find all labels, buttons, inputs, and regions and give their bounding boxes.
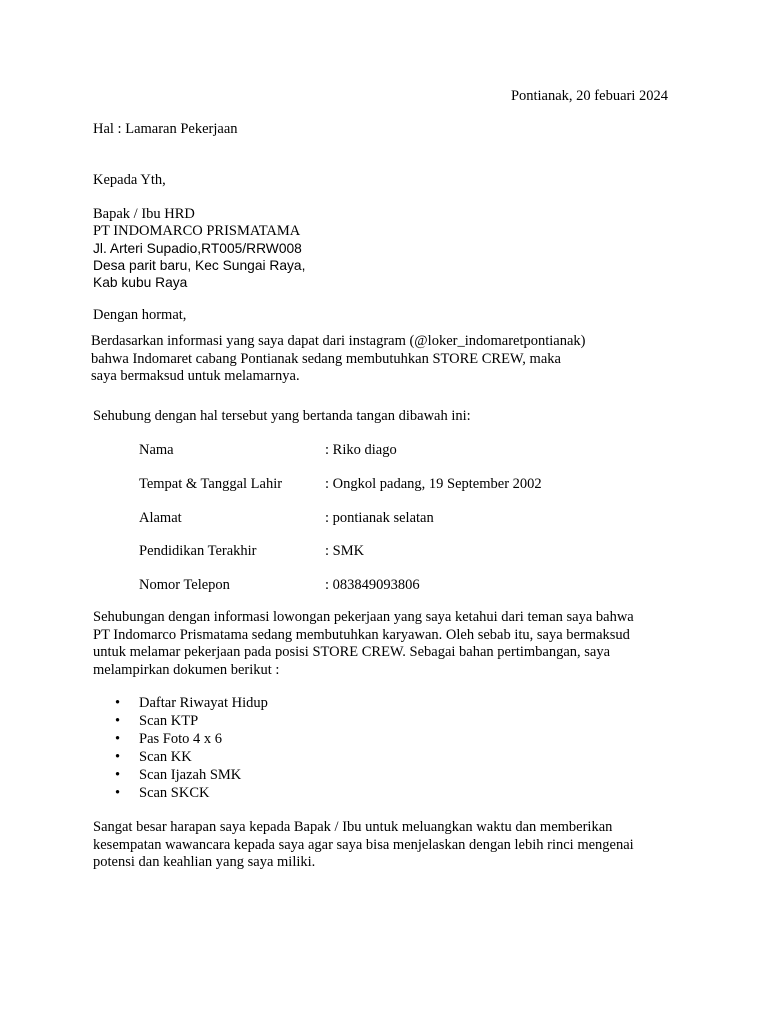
- list-item: [115, 713, 268, 731]
- list-item: [115, 695, 268, 713]
- info-label: Nomor Telepon: [139, 577, 230, 593]
- letter-date: Pontianak, 20 febuari 2024: [510, 88, 668, 104]
- bullet-icon: •: [115, 731, 121, 747]
- attachment-label: Scan SKCK: [139, 785, 210, 801]
- info-label: Pendidikan Terakhir: [139, 543, 257, 559]
- attachment-label: Scan KK: [139, 749, 192, 765]
- signatory-intro: Sehubung dengan hal tersebut yang bertanda tangan dibawah ini:: [93, 408, 471, 424]
- info-value: : SMK: [325, 543, 365, 559]
- body-paragraph: [93, 609, 693, 679]
- body-line: melampirkan dokumen berikut :: [93, 661, 280, 678]
- bullet-icon: •: [115, 749, 121, 765]
- intro-line: saya bermaksud untuk melamarnya.: [91, 368, 300, 384]
- info-label: Tempat & Tanggal Lahir: [139, 476, 283, 492]
- attachment-label: Scan Ijazah SMK: [139, 767, 242, 783]
- body-line: untuk melamar pekerjaan pada posisi STORE CREW. Sebagai bahan pertimbangan, saya: [93, 644, 611, 660]
- bullet-icon: •: [115, 713, 121, 729]
- closing-line: potensi dan keahlian yang saya miliki.: [93, 854, 316, 870]
- attachment-label: Pas Foto 4 x 6: [139, 731, 222, 747]
- info-label: Alamat: [139, 510, 182, 526]
- list-item: [115, 785, 268, 803]
- recipient-village: Desa parit baru, Kec Sungai Raya,: [93, 258, 306, 273]
- list-item: [115, 767, 268, 785]
- closing-line: Sangat besar harapan saya kepada Bapak / Ibu untuk meluangkan waktu dan memberikan: [93, 819, 613, 835]
- info-value: : Ongkol padang, 19 September 2002: [325, 476, 542, 492]
- recipient-address: [93, 206, 305, 291]
- info-value: : Riko diago: [325, 442, 397, 458]
- recipient-regency: Kab kubu Raya: [93, 275, 188, 290]
- intro-line: Berdasarkan informasi yang saya dapat dari instagram (@loker_indomaretpontianak): [91, 333, 586, 349]
- bullet-icon: •: [115, 695, 121, 711]
- salutation-to: Kepada Yth,: [93, 172, 166, 188]
- greeting: Dengan hormat,: [93, 307, 187, 323]
- list-item: [115, 731, 268, 749]
- recipient-line: Bapak / Ibu HRD: [93, 206, 195, 222]
- recipient-street: Jl. Arteri Supadio,RT005/RRW008: [93, 241, 302, 256]
- body-line: Sehubungan dengan informasi lowongan pekerjaan yang saya ketahui dari teman saya bahwa: [93, 609, 634, 625]
- info-value: : pontianak selatan: [325, 510, 434, 526]
- attachment-label: Scan KTP: [139, 713, 199, 729]
- bullet-icon: •: [115, 785, 121, 801]
- closing-paragraph: [93, 819, 693, 872]
- list-item: [115, 749, 268, 767]
- attachment-list: [115, 695, 268, 803]
- intro-line: bahwa Indomaret cabang Pontianak sedang membutuhkan STORE CREW, maka: [91, 350, 561, 367]
- intro-paragraph: [91, 333, 691, 386]
- closing-line: kesempatan wawancara kepada saya agar saya bisa menjelaskan dengan lebih rinci mengenai: [93, 836, 634, 853]
- letter-subject: Hal : Lamaran Pekerjaan: [93, 121, 238, 137]
- info-value: : 083849093806: [325, 577, 420, 593]
- attachment-label: Daftar Riwayat Hidup: [139, 695, 268, 711]
- bullet-icon: •: [115, 767, 121, 783]
- info-label: Nama: [139, 442, 174, 458]
- body-line: PT Indomarco Prismatama sedang membutuhkan karyawan. Oleh sebab itu, saya bermaksud: [93, 626, 630, 643]
- recipient-company: PT INDOMARCO PRISMATAMA: [93, 223, 301, 239]
